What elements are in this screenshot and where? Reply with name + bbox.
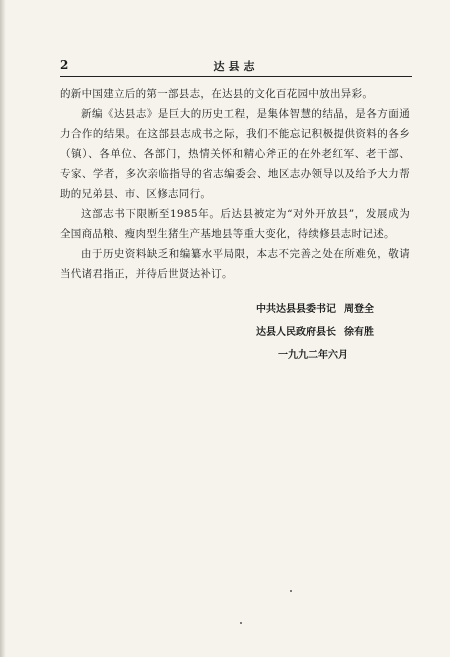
scan-edge-shadow — [0, 0, 6, 657]
signature-date: 一九九二年六月 — [278, 350, 348, 361]
scan-speck — [240, 622, 242, 624]
header-rule — [60, 76, 412, 77]
body-text — [60, 84, 410, 284]
signatory-title: 达县人民政府县长 — [256, 327, 336, 338]
paragraph-acknowledgement: 新编《达县志》是巨大的历史工程，是集体智慧的结晶，是各方面通力合作的结果。在这部县志成书之际，我们不能忘记积极提供资料的各乡（镇）、各单位、各部门，热情关怀和精心斧正的在外老红军、老干部、专家、学者，多次亲临指导的省志编委会、地区志办领导以及给予大力帮助的兄弟县、市、区修志同行。 — [60, 108, 410, 200]
signature-line-secretary — [256, 298, 416, 321]
signatory-name: 周登全 — [344, 304, 374, 315]
paragraph-continuation: 的新中国建立后的第一部县志，在达县的文化百花园中放出异彩。 — [60, 88, 374, 100]
running-title: 达县志 — [213, 60, 259, 73]
signatory-name: 徐有胜 — [344, 327, 374, 338]
page-number: 2 — [60, 58, 69, 72]
signatory-title: 中共达县县委书记 — [256, 304, 336, 315]
signature-line-magistrate — [256, 321, 416, 344]
paragraph-time-limit: 这部志书下限断至1985年。后达县被定为“对外开放县”，发展成为全国商品粮、瘦肉型生猪生产基地县等重大变化，待续修县志时记述。 — [60, 208, 410, 240]
paragraph-apology: 由于历史资料缺乏和编纂水平局限，本志不完善之处在所难免，敬请当代诸君指正，并待后世贤达补订。 — [60, 248, 410, 280]
scan-speck — [290, 590, 292, 592]
running-header — [60, 58, 412, 76]
signature-block — [256, 298, 416, 367]
